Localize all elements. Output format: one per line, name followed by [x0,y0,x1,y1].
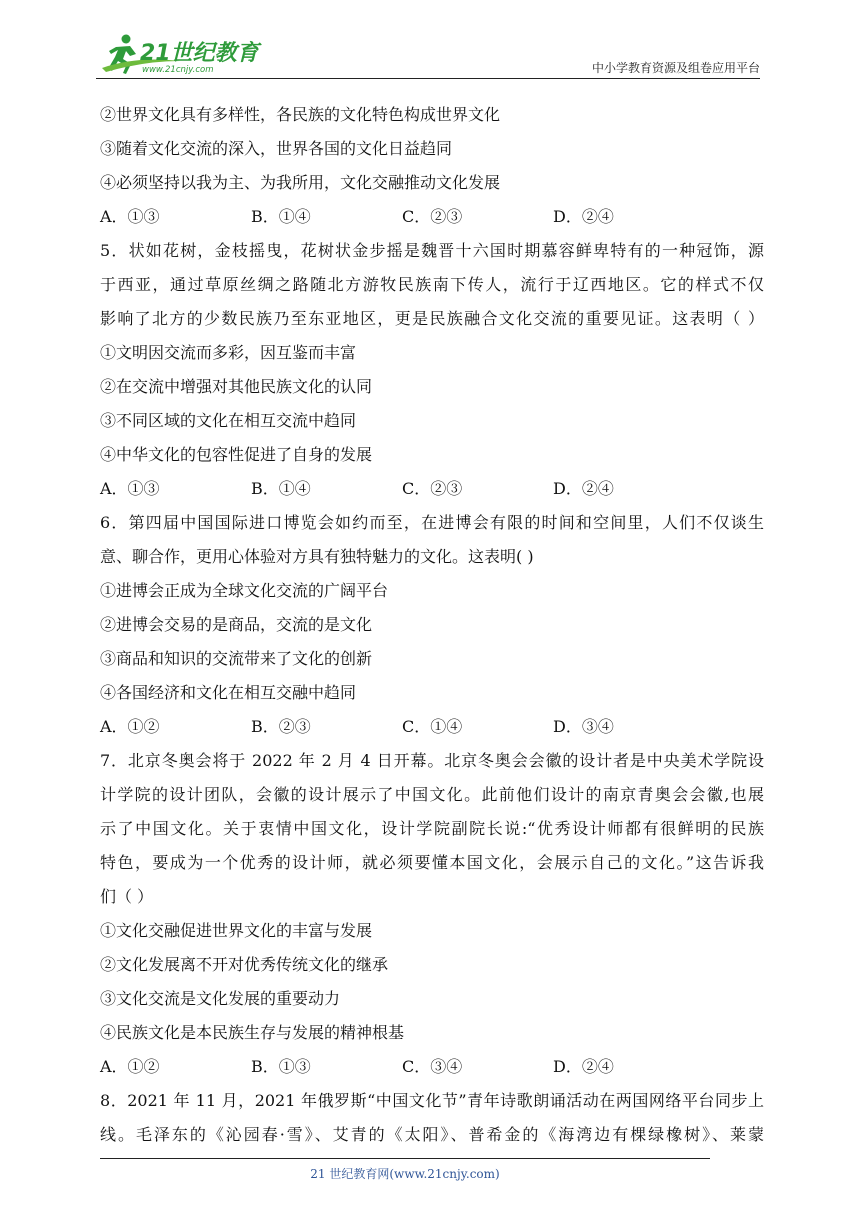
logo-url: www.21cnjy.com [142,65,214,75]
answer-options [100,200,764,234]
question-text-line: 6．第四届中国国际进口博览会如约而至，在进博会有限的时间和空间里，人们不仅谈生 [100,513,764,532]
question-text-line: 影响了北方的少数民族乃至东亚地区，更是民族融合文化交流的重要见证。这表明（ ） [100,309,764,328]
answer-option: B．①④ [251,479,311,498]
answer-options [100,1050,764,1084]
answer-option: D．②④ [553,207,614,226]
answer-option: A．①② [100,1057,160,1076]
runner-logo-icon [96,30,266,78]
text-line: ④必须坚持以我为主、为我所用，文化交融推动文化发展 [100,173,501,192]
answer-option: B．①④ [251,207,311,226]
text-line: ②世界文化具有多样性，各民族的文化特色构成世界文化 [100,105,501,124]
answer-option: C．②③ [402,479,463,498]
question-text-line: 计学院的设计团队，会徽的设计展示了中国文化。此前他们设计的南京青奥会会徽,也展 [100,785,764,804]
answer-option: B．①③ [251,1057,311,1076]
answer-option: A．①③ [100,207,160,226]
page-footer [0,1165,860,1182]
text-line: 们（ ） [100,887,154,906]
header-divider [96,78,760,79]
text-line: ③文化交流是文化发展的重要动力 [100,989,341,1008]
answer-option: C．①④ [402,717,463,736]
answer-options [100,710,764,744]
logo-text: 21世纪教育 [140,41,259,66]
question-text-line: 于西亚，通过草原丝绸之路随北方游牧民族南下传人，流行于辽西地区。它的样式不仅 [100,275,764,294]
question-text-line: 示了中国文化。关于衷情中国文化，设计学院副院长说:“优秀设计师都有很鲜明的民族 [100,819,764,838]
text-line: ④民族文化是本民族生存与发展的精神根基 [100,1023,405,1042]
answer-option: C．②③ [402,207,463,226]
text-line: ④中华文化的包容性促进了自身的发展 [100,445,373,464]
answer-option: D．②④ [553,1057,614,1076]
answer-option: C．③④ [402,1057,463,1076]
text-line: ③随着文化交流的深入，世界各国的文化日益趋同 [100,139,453,158]
text-line: ②文化发展离不开对优秀传统文化的继承 [100,955,389,974]
question-text-line: 特色，要成为一个优秀的设计师，就必须要懂本国文化，会展示自己的文化。”这告诉我 [100,853,764,872]
answer-option: D．②④ [553,479,614,498]
footer-text: 21 世纪教育网(www.21cnjy.com) [310,1167,500,1181]
footer-divider [100,1158,710,1159]
answer-option: B．②③ [251,717,311,736]
document-body [100,98,764,1152]
text-line: ①文明因交流而多彩，因互鉴而丰富 [100,343,357,362]
question-text-line: 8．2021 年 11 月，2021 年俄罗斯“中国文化节”青年诗歌朗诵活动在两国网络平台同步上 [100,1091,764,1110]
answer-options [100,472,764,506]
text-line: ②在交流中增强对其他民族文化的认同 [100,377,373,396]
answer-option: A．①② [100,717,160,736]
question-text-line: 线。毛泽东的《沁园春·雪》、艾青的《太阳》、普希金的《海湾边有棵绿橡树》、莱蒙 [100,1125,764,1144]
text-line: ④各国经济和文化在相互交融中趋同 [100,683,357,702]
text-line: 意、聊合作，更用心体验对方具有独特魅力的文化。这表明( ) [100,547,534,566]
question-text-line: 7．北京冬奥会将于 2022 年 2 月 4 日开幕。北京冬奥会会徽的设计者是中央美术学院设 [100,751,764,770]
page-header [96,30,760,78]
text-line: ③不同区域的文化在相互交流中趋同 [100,411,357,430]
text-line: ①进博会正成为全球文化交流的广阔平台 [100,581,389,600]
text-line: ③商品和知识的交流带来了文化的创新 [100,649,373,668]
site-logo [96,30,266,78]
text-line: ②进博会交易的是商品，交流的是文化 [100,615,373,634]
question-text-line: 5．状如花树，金枝摇曳，花树状金步摇是魏晋十六国时期慕容鲜卑特有的一种冠饰，源 [100,241,764,260]
answer-option: A．①③ [100,479,160,498]
text-line: ①文化交融促进世界文化的丰富与发展 [100,921,373,940]
header-right-text: 中小学教育资源及组卷应用平台 [591,61,760,75]
answer-option: D．③④ [553,717,614,736]
